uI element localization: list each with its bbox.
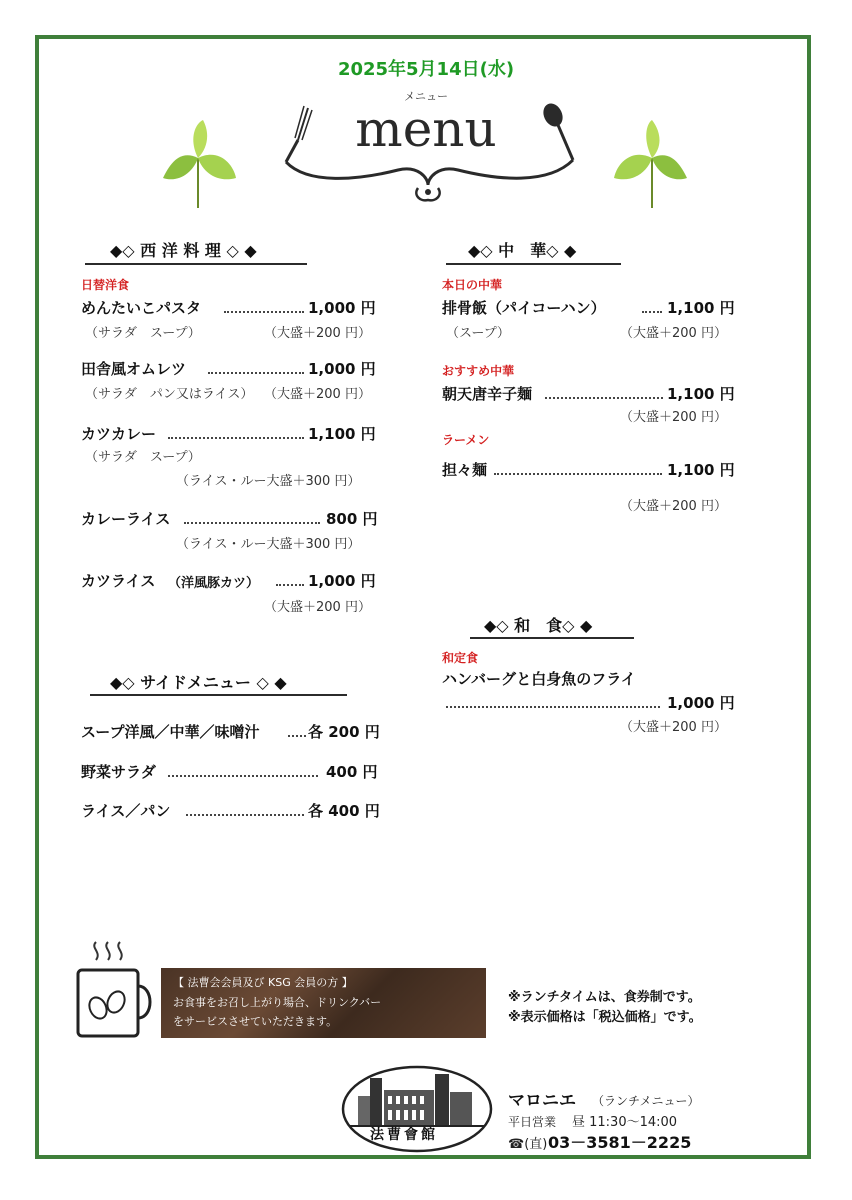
menu-item-name: カツライス xyxy=(81,572,156,590)
western-category: 日替洋食 xyxy=(81,278,130,292)
leader-dots xyxy=(494,473,662,475)
leader-dots xyxy=(545,397,663,399)
western-heading: ◆◇ 西 洋 料 理 ◇ ◆ xyxy=(110,241,257,260)
menu-item-extra: （大盛＋200 円） xyxy=(620,499,727,514)
leader-dots xyxy=(208,372,304,374)
leader-dots xyxy=(276,584,304,586)
menu-item-name: 田舎風オムレツ xyxy=(81,360,187,378)
menu-item-name: 朝天唐辛子麺 xyxy=(442,385,533,403)
leader-dots xyxy=(642,311,662,313)
side-underline xyxy=(90,694,347,696)
leaf-icon xyxy=(612,118,692,213)
menu-item-extra: （大盛＋200 円） xyxy=(620,326,727,341)
chinese-underline xyxy=(446,263,621,265)
menu-date: 2025年5月14日(水) xyxy=(337,59,515,80)
japanese-category: 和定食 xyxy=(442,651,479,665)
restaurant-name: マロニエ xyxy=(508,1091,576,1111)
chinese-category: 本日の中華 xyxy=(442,278,503,292)
leader-dots xyxy=(168,775,318,777)
menu-item-price: 1,000 円 xyxy=(308,360,376,378)
menu-item-price: 1,100 円 xyxy=(667,385,735,403)
menu-item-name: 野菜サラダ xyxy=(81,763,156,781)
price-note: ※表示価格は「税込価格」です。 xyxy=(508,1010,702,1025)
spoon-icon xyxy=(540,100,573,160)
chinese-heading: ◆◇ 中 華◇ ◆ xyxy=(468,241,577,260)
menu-item-price: 1,100 円 xyxy=(308,425,376,443)
menu-item-name: スープ洋風／中華／味噌汁 xyxy=(81,723,260,741)
ticket-note: ※ランチタイムは、食券制です。 xyxy=(508,990,701,1005)
tel-number: 03－3581－2225 xyxy=(548,1133,692,1152)
leader-dots xyxy=(186,814,304,816)
menu-flourish xyxy=(268,100,588,210)
leader-dots xyxy=(224,311,304,313)
notice-line: お食事をお召し上がり場合、ドリンクバー xyxy=(173,996,382,1009)
menu-item-extra: （大盛＋200 円） xyxy=(264,600,371,615)
menu-item-price: 400 円 xyxy=(326,763,378,781)
menu-item-name: カツカレー xyxy=(81,425,157,443)
leader-dots xyxy=(184,522,320,524)
notice-line: 【 法曹会会員及び KSG 会員の方 】 xyxy=(173,976,353,989)
leader-dots xyxy=(168,437,304,439)
menu-item-price: 各 200 円 xyxy=(308,723,380,741)
menu-item-price: 1,000 円 xyxy=(667,694,735,712)
menu-title: menu xyxy=(355,100,497,158)
tel-prefix: ☎(直) xyxy=(508,1137,548,1152)
hours-value: 昼 11:30～14:00 xyxy=(572,1115,678,1130)
menu-item-note: （サラダ パン又はライス） xyxy=(85,387,254,402)
chinese-category: ラーメン xyxy=(442,433,490,447)
restaurant-name-sub: （ランチメニュー） xyxy=(592,1094,700,1108)
menu-item-price: 1,100 円 xyxy=(667,299,735,317)
logo-text: 法曹會館 xyxy=(370,1127,438,1143)
menu-item-extra: （大盛＋200 円） xyxy=(264,326,371,341)
menu-item-name: めんたいこパスタ xyxy=(81,299,202,317)
menu-item-name: ライス／パン xyxy=(81,802,171,820)
side-heading: ◆◇ サイドメニュー ◇ ◆ xyxy=(110,673,287,692)
member-notice-box xyxy=(161,968,486,1038)
menu-item-name: カレーライス xyxy=(81,510,171,528)
chinese-category: おすすめ中華 xyxy=(442,364,515,378)
menu-item-price: 各 400 円 xyxy=(308,802,380,820)
menu-item-name-note: （洋風豚カツ） xyxy=(168,576,260,591)
menu-item-name: 担々麺 xyxy=(442,461,488,479)
leader-dots xyxy=(446,706,660,708)
menu-item-extra: （ライス・ルー大盛＋300 円） xyxy=(176,474,361,489)
leaf-icon xyxy=(158,118,238,213)
menu-item-price: 1,000 円 xyxy=(308,299,376,317)
western-underline xyxy=(85,263,307,265)
menu-item-price: 1,100 円 xyxy=(667,461,735,479)
japanese-underline xyxy=(470,637,634,639)
menu-item-note: （サラダ スープ） xyxy=(85,326,201,341)
menu-item-name: ハンバーグと白身魚のフライ xyxy=(442,670,636,688)
menu-item-price: 800 円 xyxy=(326,510,378,528)
hours-label: 平日営業 xyxy=(508,1115,557,1129)
menu-item-extra: （ライス・ルー大盛＋300 円） xyxy=(176,537,361,552)
menu-item-extra: （大盛＋200 円） xyxy=(620,720,727,735)
fork-icon xyxy=(286,106,312,162)
menu-item-note: （スープ） xyxy=(446,326,510,341)
menu-kana: メニュー xyxy=(404,90,448,103)
menu-item-price: 1,000 円 xyxy=(308,572,376,590)
menu-item-extra: （大盛＋200 円） xyxy=(264,387,371,402)
japanese-heading: ◆◇ 和 食◇ ◆ xyxy=(484,616,593,635)
leader-dots xyxy=(288,735,306,737)
menu-item-name: 排骨飯（パイコーハン） xyxy=(442,299,606,317)
menu-item-extra: （大盛＋200 円） xyxy=(620,410,727,425)
notice-line: をサービスさせていただきます。 xyxy=(173,1015,338,1028)
coffee-cup-icon xyxy=(74,938,156,1040)
menu-item-note: （サラダ スープ） xyxy=(85,450,201,465)
